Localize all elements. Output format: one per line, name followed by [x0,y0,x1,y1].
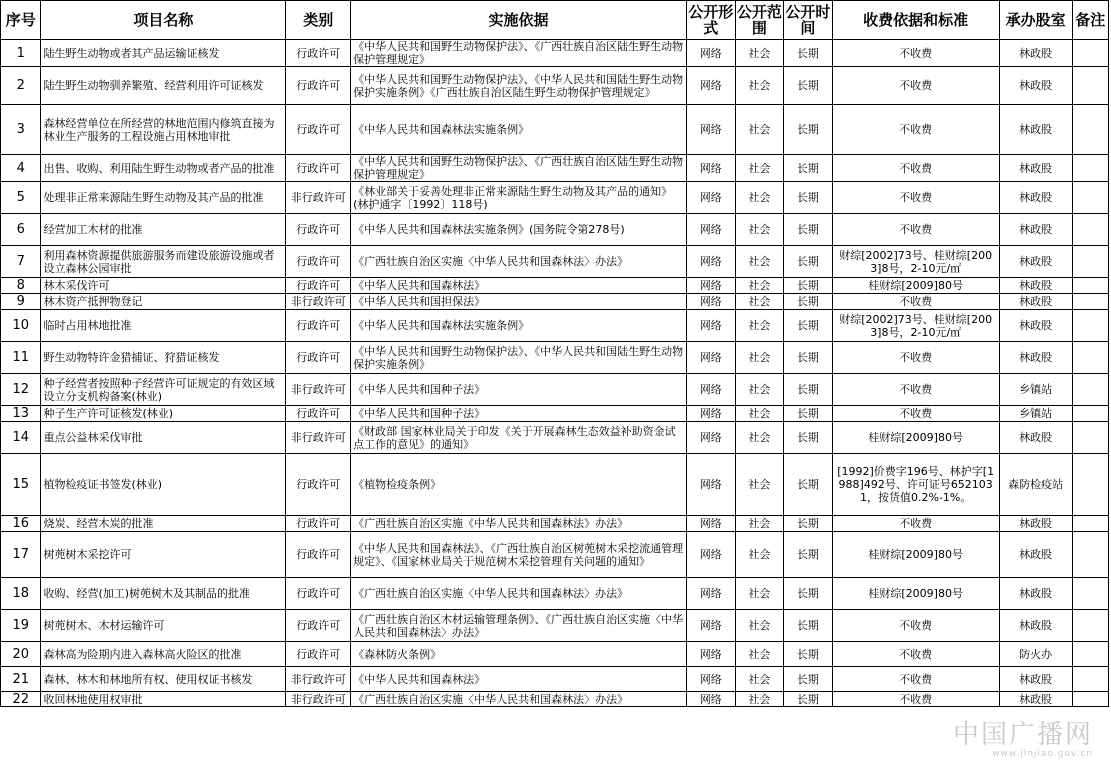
cell-basis: 《中华人民共和国森林法》 [351,278,687,294]
cell-name: 野生动物特许金猎捕证、狩猎证核发 [41,342,286,374]
cell-fee: 桂财综[2009]80号 [832,578,999,610]
col-header-basis: 实施依据 [351,1,687,40]
cell-time: 长期 [784,155,833,182]
cell-time: 长期 [784,532,833,578]
col-header-fee: 收费依据和标准 [832,1,999,40]
cell-seq: 8 [1,278,41,294]
cell-form: 网络 [687,214,736,246]
cell-time: 长期 [784,294,833,310]
table-row [1,67,1109,105]
col-header-time: 公开时间 [784,1,833,40]
cell-time: 长期 [784,516,833,532]
cell-time: 长期 [784,692,833,707]
cell-seq: 19 [1,610,41,642]
cell-name: 林木资产抵押物登记 [41,294,286,310]
cell-form: 网络 [687,342,736,374]
table-row [1,182,1109,214]
cell-dept: 林政股 [999,214,1072,246]
cell-seq: 9 [1,294,41,310]
cell-form: 网络 [687,294,736,310]
watermark-url: www.jinjiao.gov.cn [992,749,1093,759]
cell-basis: 《中华人民共和国野生动物保护法》、《广西壮族自治区陆生野生动物保护管理规定》 [351,155,687,182]
cell-scope: 社会 [735,155,784,182]
table-row [1,578,1109,610]
cell-seq: 22 [1,692,41,707]
cell-form: 网络 [687,310,736,342]
cell-remark [1072,454,1109,516]
cell-name: 陆生野生动物或者其产品运输证核发 [41,40,286,67]
cell-scope: 社会 [735,667,784,692]
table-row [1,642,1109,667]
cell-remark [1072,246,1109,278]
table-row [1,454,1109,516]
cell-fee: 不收费 [832,642,999,667]
cell-name: 种子生产许可证核发(林业) [41,406,286,422]
cell-remark [1072,516,1109,532]
table-row [1,667,1109,692]
cell-fee: 财综[2002]73号、桂财综[2003]8号，2-10元/㎡ [832,310,999,342]
cell-remark [1072,342,1109,374]
cell-fee: 不收费 [832,516,999,532]
cell-remark [1072,105,1109,155]
header-row [1,1,1109,40]
cell-basis: 《广西壮族自治区实施〈中华人民共和国森林法〉办法》 [351,578,687,610]
cell-time: 长期 [784,105,833,155]
cell-scope: 社会 [735,310,784,342]
cell-scope: 社会 [735,278,784,294]
cell-basis: 《财政部 国家林业局关于印发《关于开展森林生态效益补助资金试点工作的意见》的通知》 [351,422,687,454]
cell-scope: 社会 [735,214,784,246]
cell-scope: 社会 [735,246,784,278]
cell-time: 长期 [784,182,833,214]
cell-dept: 林政股 [999,516,1072,532]
watermark [953,721,1093,759]
col-header-dept: 承办股室 [999,1,1072,40]
cell-seq: 13 [1,406,41,422]
cell-scope: 社会 [735,342,784,374]
cell-name: 经营加工木材的批准 [41,214,286,246]
cell-category: 行政许可 [286,610,351,642]
cell-time: 长期 [784,278,833,294]
cell-dept: 乡镇站 [999,406,1072,422]
table-row [1,692,1109,707]
cell-dept: 林政股 [999,246,1072,278]
cell-form: 网络 [687,642,736,667]
cell-basis: 《广西壮族自治区实施《中华人民共和国森林法》办法》 [351,516,687,532]
cell-category: 非行政许可 [286,422,351,454]
cell-basis: 《林业部关于妥善处理非正常来源陆生野生动物及其产品的通知》(林护通字〔1992〕118号) [351,182,687,214]
cell-form: 网络 [687,105,736,155]
cell-category: 行政许可 [286,310,351,342]
cell-remark [1072,294,1109,310]
cell-dept: 林政股 [999,667,1072,692]
cell-category: 行政许可 [286,532,351,578]
cell-seq: 12 [1,374,41,406]
cell-name: 植物检疫证书签发(林业) [41,454,286,516]
cell-scope: 社会 [735,105,784,155]
cell-form: 网络 [687,406,736,422]
cell-category: 行政许可 [286,642,351,667]
cell-name: 森林高为险期内进入森林高火险区的批准 [41,642,286,667]
cell-scope: 社会 [735,610,784,642]
cell-form: 网络 [687,67,736,105]
cell-basis: 《中华人民共和国担保法》 [351,294,687,310]
cell-name: 收回林地使用权审批 [41,692,286,707]
cell-basis: 《中华人民共和国种子法》 [351,374,687,406]
cell-dept: 森防检疫站 [999,454,1072,516]
cell-dept: 林政股 [999,578,1072,610]
cell-form: 网络 [687,578,736,610]
cell-form: 网络 [687,155,736,182]
cell-seq: 20 [1,642,41,667]
cell-seq: 7 [1,246,41,278]
cell-dept: 林政股 [999,422,1072,454]
cell-name: 树蔸树木采挖许可 [41,532,286,578]
cell-remark [1072,642,1109,667]
cell-fee: 财综[2002]73号、桂财综[2003]8号，2-10元/㎡ [832,246,999,278]
cell-time: 长期 [784,342,833,374]
col-header-scope: 公开范围 [735,1,784,40]
cell-dept: 林政股 [999,40,1072,67]
cell-name: 收购、经营(加工)树蔸树木及其制品的批准 [41,578,286,610]
cell-category: 行政许可 [286,342,351,374]
cell-remark [1072,40,1109,67]
cell-fee: 桂财综[2009]80号 [832,532,999,578]
cell-time: 长期 [784,578,833,610]
cell-time: 长期 [784,422,833,454]
cell-basis: 《中华人民共和国森林法实施条例》 [351,105,687,155]
cell-form: 网络 [687,278,736,294]
cell-form: 网络 [687,667,736,692]
cell-time: 长期 [784,610,833,642]
cell-dept: 林政股 [999,310,1072,342]
cell-fee: 不收费 [832,692,999,707]
cell-dept: 林政股 [999,278,1072,294]
col-header-seq: 序号 [1,1,41,40]
cell-remark [1072,692,1109,707]
cell-category: 行政许可 [286,155,351,182]
table-row [1,40,1109,67]
cell-fee: 不收费 [832,67,999,105]
cell-basis: 《中华人民共和国野生动物保护法》、《广西壮族自治区陆生野生动物保护管理规定》 [351,40,687,67]
cell-fee: 桂财综[2009]80号 [832,278,999,294]
cell-time: 长期 [784,454,833,516]
cell-name: 种子经营者按照种子经营许可证规定的有效区域设立分支机构备案(林业) [41,374,286,406]
cell-remark [1072,422,1109,454]
cell-remark [1072,532,1109,578]
cell-basis: 《中华人民共和国种子法》 [351,406,687,422]
cell-seq: 1 [1,40,41,67]
cell-seq: 5 [1,182,41,214]
cell-seq: 2 [1,67,41,105]
table-row [1,342,1109,374]
cell-scope: 社会 [735,422,784,454]
cell-category: 行政许可 [286,246,351,278]
cell-form: 网络 [687,692,736,707]
cell-remark [1072,182,1109,214]
cell-name: 处理非正常来源陆生野生动物及其产品的批准 [41,182,286,214]
cell-remark [1072,578,1109,610]
cell-category: 非行政许可 [286,182,351,214]
cell-name: 森林、林木和林地所有权、使用权证书核发 [41,667,286,692]
table-row [1,214,1109,246]
cell-scope: 社会 [735,182,784,214]
cell-dept: 防火办 [999,642,1072,667]
cell-category: 行政许可 [286,105,351,155]
cell-form: 网络 [687,40,736,67]
col-header-name: 项目名称 [41,1,286,40]
cell-scope: 社会 [735,406,784,422]
cell-scope: 社会 [735,374,784,406]
cell-scope: 社会 [735,642,784,667]
cell-seq: 18 [1,578,41,610]
cell-dept: 林政股 [999,105,1072,155]
cell-remark [1072,667,1109,692]
col-header-remark: 备注 [1072,1,1109,40]
cell-form: 网络 [687,422,736,454]
cell-basis: 《森林防火条例》 [351,642,687,667]
cell-dept: 林政股 [999,342,1072,374]
cell-fee: 不收费 [832,40,999,67]
cell-time: 长期 [784,374,833,406]
cell-remark [1072,155,1109,182]
table-row [1,310,1109,342]
cell-scope: 社会 [735,516,784,532]
cell-fee: 不收费 [832,610,999,642]
table-body [1,40,1109,707]
cell-time: 长期 [784,310,833,342]
cell-name: 林木采伐许可 [41,278,286,294]
cell-remark [1072,67,1109,105]
cell-scope: 社会 [735,294,784,310]
cell-scope: 社会 [735,532,784,578]
cell-time: 长期 [784,67,833,105]
cell-basis: 《中华人民共和国森林法实施条例》 [351,310,687,342]
cell-scope: 社会 [735,692,784,707]
cell-dept: 乡镇站 [999,374,1072,406]
cell-dept: 林政股 [999,67,1072,105]
cell-name: 森林经营单位在所经营的林地范围内修筑直接为林业生产服务的工程设施占用林地审批 [41,105,286,155]
cell-fee: 不收费 [832,374,999,406]
cell-fee: 不收费 [832,667,999,692]
cell-time: 长期 [784,214,833,246]
cell-category: 行政许可 [286,278,351,294]
cell-category: 行政许可 [286,40,351,67]
cell-fee: 不收费 [832,155,999,182]
cell-name: 临时占用林地批准 [41,310,286,342]
cell-category: 行政许可 [286,516,351,532]
cell-time: 长期 [784,246,833,278]
cell-seq: 17 [1,532,41,578]
watermark-logo-text: 中国广播网 [952,720,1093,750]
cell-time: 长期 [784,667,833,692]
cell-basis: 《中华人民共和国森林法》、《广西壮族自治区树蔸树木采挖流通管理规定》、《国家林业局关于规范树木采挖管理有关问题的通知》 [351,532,687,578]
table-row [1,516,1109,532]
table-row [1,422,1109,454]
cell-category: 非行政许可 [286,294,351,310]
table-row [1,532,1109,578]
cell-dept: 林政股 [999,182,1072,214]
cell-fee: 桂财综[2009]80号 [832,422,999,454]
cell-form: 网络 [687,182,736,214]
cell-remark [1072,214,1109,246]
cell-form: 网络 [687,610,736,642]
cell-form: 网络 [687,246,736,278]
table-row [1,610,1109,642]
cell-dept: 林政股 [999,532,1072,578]
cell-form: 网络 [687,454,736,516]
cell-category: 非行政许可 [286,374,351,406]
table-row [1,406,1109,422]
cell-seq: 11 [1,342,41,374]
cell-fee: 不收费 [832,342,999,374]
cell-name: 树蔸树木、木材运输许可 [41,610,286,642]
cell-basis: 《中华人民共和国森林法实施条例》(国务院令第278号) [351,214,687,246]
cell-form: 网络 [687,516,736,532]
cell-name: 烧炭、经营木炭的批准 [41,516,286,532]
table-row [1,155,1109,182]
cell-basis: 《广西壮族自治区实施〈中华人民共和国森林法〉办法》 [351,246,687,278]
cell-basis: 《广西壮族自治区木材运输管理条例》、《广西壮族自治区实施〈中华人民共和国森林法〉办法》 [351,610,687,642]
cell-time: 长期 [784,642,833,667]
table-row [1,105,1109,155]
cell-basis: 《植物检疫条例》 [351,454,687,516]
cell-category: 行政许可 [286,214,351,246]
cell-seq: 3 [1,105,41,155]
cell-fee: 不收费 [832,214,999,246]
cell-remark [1072,374,1109,406]
cell-scope: 社会 [735,454,784,516]
cell-scope: 社会 [735,67,784,105]
cell-fee: [1992]价费字196号、林护字[1988]492号、许可证号6521031，按货值0.2%-1%。 [832,454,999,516]
cell-dept: 林政股 [999,155,1072,182]
cell-fee: 不收费 [832,406,999,422]
table-row [1,246,1109,278]
cell-name: 重点公益林采伐审批 [41,422,286,454]
table-row [1,374,1109,406]
cell-category: 非行政许可 [286,667,351,692]
cell-fee: 不收费 [832,294,999,310]
cell-name: 出售、收购、利用陆生野生动物或者产品的批准 [41,155,286,182]
cell-seq: 16 [1,516,41,532]
cell-seq: 10 [1,310,41,342]
cell-basis: 《中华人民共和国森林法》 [351,667,687,692]
cell-basis: 《中华人民共和国野生动物保护法》、《中华人民共和国陆生野生动物保护实施条例》《广西壮族自治区陆生野生动物保护管理规定》 [351,67,687,105]
cell-remark [1072,610,1109,642]
cell-form: 网络 [687,532,736,578]
cell-scope: 社会 [735,40,784,67]
cell-name: 陆生野生动物驯养繁殖、经营利用许可证核发 [41,67,286,105]
cell-seq: 6 [1,214,41,246]
cell-dept: 林政股 [999,294,1072,310]
cell-basis: 《广西壮族自治区实施〈中华人民共和国森林法〉办法》 [351,692,687,707]
cell-remark [1072,278,1109,294]
col-header-category: 类别 [286,1,351,40]
table-row [1,294,1109,310]
cell-name: 利用森林资源提供旅游服务而建设旅游设施或者设立森林公园审批 [41,246,286,278]
col-header-form: 公开形式 [687,1,736,40]
table-row [1,278,1109,294]
cell-basis: 《中华人民共和国野生动物保护法》、《中华人民共和国陆生野生动物保护实施条例》 [351,342,687,374]
cell-scope: 社会 [735,578,784,610]
cell-remark [1072,310,1109,342]
cell-time: 长期 [784,40,833,67]
cell-category: 行政许可 [286,454,351,516]
cell-dept: 林政股 [999,692,1072,707]
cell-seq: 21 [1,667,41,692]
cell-seq: 4 [1,155,41,182]
cell-time: 长期 [784,406,833,422]
cell-remark [1072,406,1109,422]
cell-seq: 15 [1,454,41,516]
cell-category: 非行政许可 [286,692,351,707]
cell-fee: 不收费 [832,105,999,155]
cell-form: 网络 [687,374,736,406]
cell-fee: 不收费 [832,182,999,214]
cell-category: 行政许可 [286,406,351,422]
cell-dept: 林政股 [999,610,1072,642]
cell-category: 行政许可 [286,578,351,610]
cell-seq: 14 [1,422,41,454]
cell-category: 行政许可 [286,67,351,105]
